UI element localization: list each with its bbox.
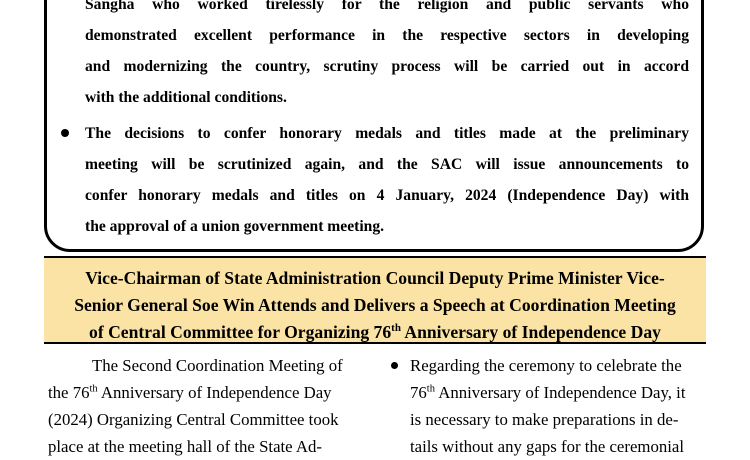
headline-line-1: Vice-Chairman of State Administration Council Deputy Prime Minister Vice-: [85, 268, 665, 288]
right-col-line: tails without any gaps for the ceremonial: [410, 437, 685, 456]
box-para1-line: Sangha who worked tirelessly for the religion and public servants who: [85, 0, 689, 13]
box-para2-line: meeting will be scrutinized again, and the SAC will issue announcements to: [85, 156, 689, 173]
right-col-ordinal-suffix: th: [426, 383, 435, 395]
box-para1-line: with the additional conditions.: [85, 89, 287, 106]
left-col-line: The Second Coordination Meeting of: [92, 356, 343, 375]
box-para1-line: demonstrated excellent performance in the respective sectors in developing: [85, 27, 689, 44]
right-col-line: Regarding the ceremony to celebrate the: [410, 356, 682, 375]
left-col-line-2-end: Anniversary of Independence Day: [97, 383, 332, 402]
headline-line-2: Senior General Soe Win Attends and Delivers a Speech at Coordination Meeting: [74, 295, 676, 315]
box-paragraph-2: [85, 118, 689, 242]
right-col-line: is necessary to make preparations in de-: [410, 410, 679, 429]
headline-line-3-start: of Central Committee for Organizing 76: [89, 322, 392, 342]
box-para2-line: confer honorary medals and titles on 4 January, 2024 (Independence Day) with: [85, 187, 689, 204]
headline-ordinal-suffix: th: [391, 322, 401, 335]
article-headline: [44, 256, 706, 344]
headline-line-3-end: Anniversary of Independence Day: [400, 322, 661, 342]
box-para2-line: the approval of a union government meeting.: [85, 218, 385, 235]
right-col-line-2-start: 76: [410, 383, 427, 402]
box-para1-line: and modernizing the country, scrutiny process will be carried out in accord: [85, 58, 689, 75]
left-col-line: [48, 379, 364, 406]
right-col-line-2-end: Anniversary of Independence Day, it: [434, 383, 686, 402]
headline-line-3: [44, 319, 706, 346]
left-col-line: (2024) Organizing Central Committee took: [48, 410, 339, 429]
left-col-line-2-start: the 76: [48, 383, 90, 402]
left-column-text: [48, 352, 364, 460]
left-col-line: place at the meeting hall of the State Ad-: [48, 437, 322, 456]
left-col-ordinal-suffix: th: [89, 383, 98, 395]
box-paragraph-1: [85, 0, 689, 113]
right-col-line: [410, 379, 702, 406]
right-column-text: [410, 352, 702, 460]
bullet-icon: [61, 129, 69, 137]
bullet-icon: [391, 362, 398, 369]
box-para2-line: The decisions to confer honorary medals and titles made at the preliminary: [85, 125, 689, 142]
